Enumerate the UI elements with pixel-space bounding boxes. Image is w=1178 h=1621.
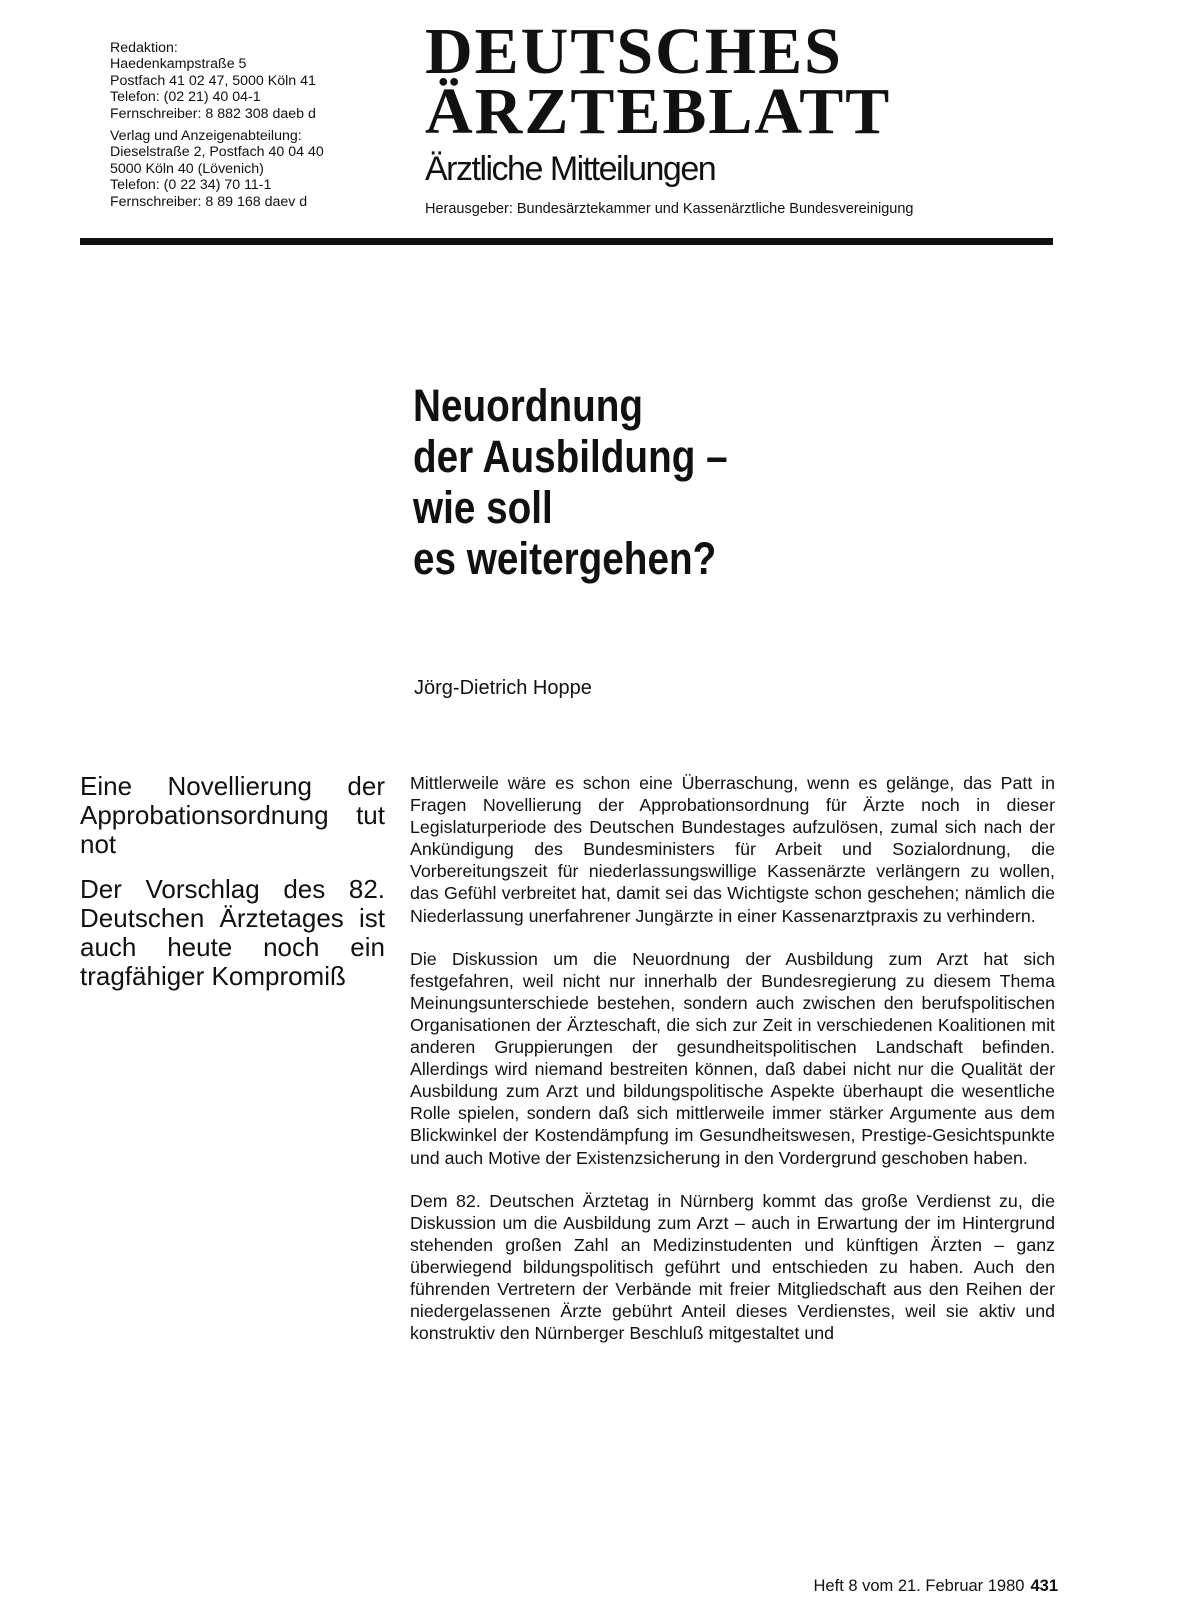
contact-line: Telefon: (0 22 34) 70 11-1 xyxy=(110,177,272,194)
headline-line: es weitergehen? xyxy=(413,533,717,584)
contact-line: Telefon: (02 21) 40 04-1 xyxy=(110,89,261,106)
article-headline xyxy=(413,380,895,584)
page-footer xyxy=(814,1577,1058,1596)
article-body xyxy=(410,772,1055,1365)
masthead-subtitle: Ärztliche Mitteilungen xyxy=(425,150,716,188)
masthead-rule xyxy=(80,238,1053,245)
body-paragraph: Die Diskussion um die Neuordnung der Ausbildung zum Arzt hat sich festgefahren, weil nicht nur innerhalb der Bundesregierung zu diesem Thema Meinungsunterschiede bestehen, sondern auch zwischen den berufspolitischen Organisationen der Ärzteschaft, die sich zur Zeit in verschiedenen Koalitionen mit anderen Gruppierungen der gesundheitspolitischen Landschaft befinden. Allerdings wird niemand bestreiten können, daß dabei nicht nur die Qualität der Ausbildung zum Arzt und bildungspolitische Aspekte überhaupt die wesentliche Rolle spielen, sondern daß sich mittlerweile immer stärker Argumente aus dem Blickwinkel der Kostendämpfung im Gesundheitswesen, Prestige-Gesichtspunkte und auch Motive der Existenzsicherung in den Vordergrund geschoben haben. xyxy=(410,948,1055,1168)
sidebar-summary: Eine Novellierung der Approbationsordnung tut not xyxy=(80,771,385,859)
issue-info: Heft 8 vom 21. Februar 1980 xyxy=(813,1577,1025,1595)
contact-line: Redaktion: xyxy=(110,40,178,56)
headline-line: wie soll xyxy=(413,482,553,533)
page-number: 431 xyxy=(1030,1577,1058,1595)
article-sidebar xyxy=(80,772,385,1007)
masthead-title-line-1: DEUTSCHES xyxy=(425,15,843,88)
masthead-publisher: Herausgeber: Bundesärztekammer und Kassenärztliche Bundesvereinigung xyxy=(425,201,914,217)
contact-line: Haedenkampstraße 5 xyxy=(110,56,247,73)
contact-line: Postfach 41 02 47, 5000 Köln 41 xyxy=(110,72,316,89)
contact-line: Verlag und Anzeigenabteilung: xyxy=(110,128,302,145)
headline-line: Neuordnung xyxy=(413,380,644,431)
body-paragraph: Dem 82. Deutschen Ärztetag in Nürnberg kommt das große Verdienst zu, die Diskussion um die Ausbildung zum Arzt – auch in Erwartung der im Hintergrund stehenden großen Zahl an Medizinstudenten und künftigen Ärzten – ganz überwiegend bildungspolitisch geführt und entschieden zu haben. Auch den führenden Vertretern der Verbände mit freier Mitgliedschaft aus den Reihen der niedergelassenen Ärzte gebührt Anteil dieses Verdienstes, weil sie aktiv und konstruktiv den Nürnberger Beschluß mitgestaltet und xyxy=(410,1190,1055,1344)
contact-line: Fernschreiber: 8 882 308 daeb d xyxy=(110,105,316,122)
headline-line: der Ausbildung – xyxy=(413,431,728,482)
contact-block xyxy=(110,40,400,210)
body-paragraph: Mittlerweile wäre es schon eine Überraschung, wenn es gelänge, das Patt in Fragen Novellierung der Approbationsordnung für Ärzte noch in dieser Legislaturperiode des Deutschen Bundestages aufzulösen, zumal sich nach der Ankündigung des Bundesministers für Arbeit und Sozialordnung, die Vorbereitungszeit für niederlassungswillige Kassenärzte verlängern zu wollen, das Gefühl verbreitet hat, damit sei das Wichtigste schon geschehen; nämlich die Niederlassung unerfahrener Jungärzte in einer Kassenarztpraxis zu verhindern. xyxy=(410,773,1055,926)
contact-line: Dieselstraße 2, Postfach 40 04 40 xyxy=(110,144,324,161)
sidebar-summary: Der Vorschlag des 82. Deutschen Ärztetages ist auch heute noch ein tragfähiger Kompromiß xyxy=(80,874,385,991)
contact-line: Fernschreiber: 8 89 168 daev d xyxy=(110,193,308,210)
article-author: Jörg-Dietrich Hoppe xyxy=(414,677,592,699)
masthead xyxy=(425,15,1075,217)
contact-line: 5000 Köln 40 (Lövenich) xyxy=(110,160,264,177)
masthead-title-line-2: ÄRZTEBLATT xyxy=(425,75,892,148)
